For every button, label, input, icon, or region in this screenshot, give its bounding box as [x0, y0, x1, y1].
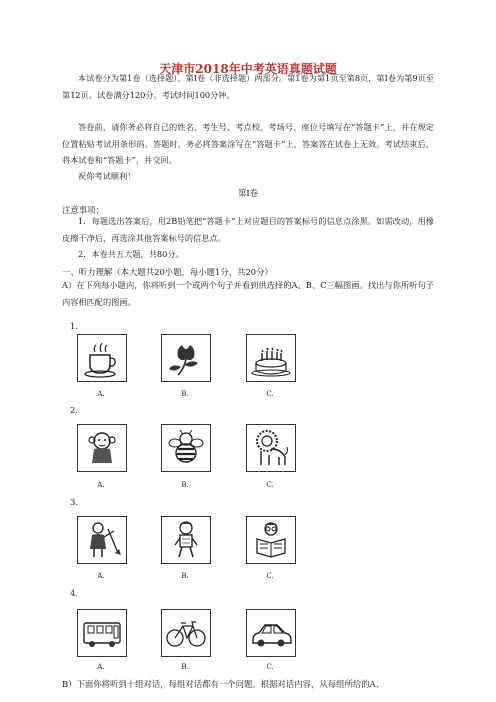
- note-2: 2．本卷共五大题，共80分。: [78, 249, 184, 259]
- page-title: 天津市2018年中考英语真题试题: [159, 62, 337, 76]
- option-a-label: A.: [97, 572, 105, 580]
- man-reading-icon[interactable]: [246, 516, 296, 564]
- note-1: 1．每题选出答案后，用2B铅笔把“答题卡”上对应题目的答案标号的信息点涂黑。如需改动，用橡皮擦干净后，再选涂其他答案标号的信息点。: [62, 216, 434, 243]
- intro-paragraph-1: 本试卷分为第1卷（选择题）、第Ⅰ卷（非选择题）两部分。第1卷为第1页至第8页，第Ⅰ卷为第9页至第12页。试卷满分120分。考试时间100分钟。: [62, 73, 434, 100]
- bus-icon[interactable]: [77, 609, 127, 657]
- section-title: 第Ⅰ卷: [237, 188, 259, 198]
- intro-paragraph-2: 答卷前，请你务必将自己的姓名、考生号、考点校、考场号、座位号填写在“答题卡”上，并在规定位置粘贴考试用条形码。答题时，务必将答案涂写在“答题卡”上，答案答在试卷上无效。考试结束后，将本试卷和“答题卡”，并交回。: [62, 122, 434, 166]
- notes-title: 注意事项：: [62, 205, 104, 215]
- bee-icon[interactable]: [161, 424, 211, 472]
- girl-sweeping-icon[interactable]: [77, 516, 127, 564]
- option-c-label: C.: [266, 390, 274, 398]
- lion-icon[interactable]: [246, 424, 296, 472]
- option-b-label: B.: [181, 663, 189, 671]
- birthday-cake-icon[interactable]: [246, 334, 296, 382]
- intro-wish: 祝你考试顺利！: [78, 171, 136, 181]
- option-c-label: C.: [266, 572, 274, 580]
- option-a-label: A.: [97, 663, 105, 671]
- boy-walking-icon[interactable]: [161, 516, 211, 564]
- part-one-heading: 一、听力理解（本大题共20小题，每小题1分，共20分）: [62, 267, 273, 277]
- question-number: 3.: [70, 497, 78, 507]
- option-a-label: A.: [97, 481, 105, 489]
- option-a-label: A.: [97, 390, 105, 398]
- flower-icon[interactable]: [161, 334, 211, 382]
- option-b-label: B.: [181, 481, 189, 489]
- option-b-label: B.: [181, 572, 189, 580]
- monkey-icon[interactable]: [77, 424, 127, 472]
- bicycle-icon[interactable]: [161, 609, 211, 657]
- question-number: 1.: [70, 321, 78, 331]
- question-number: 4.: [70, 588, 78, 598]
- coffee-cup-icon[interactable]: [77, 334, 127, 382]
- option-c-label: C.: [266, 663, 274, 671]
- part-a-instructions: A）在下列每小题内，你将听到一个或两个句子并看到供选择的A、B、C三幅图画。找出与你所听句子内容相匹配的图画。: [62, 280, 434, 307]
- car-icon[interactable]: [246, 609, 296, 657]
- option-c-label: C.: [266, 481, 274, 489]
- question-number: 2.: [70, 405, 78, 415]
- option-b-label: B.: [181, 390, 189, 398]
- part-b-instructions: B）下面你将听到十组对话，每组对话都有一个问题。根据对话内容，从每组所给的A、: [62, 679, 385, 689]
